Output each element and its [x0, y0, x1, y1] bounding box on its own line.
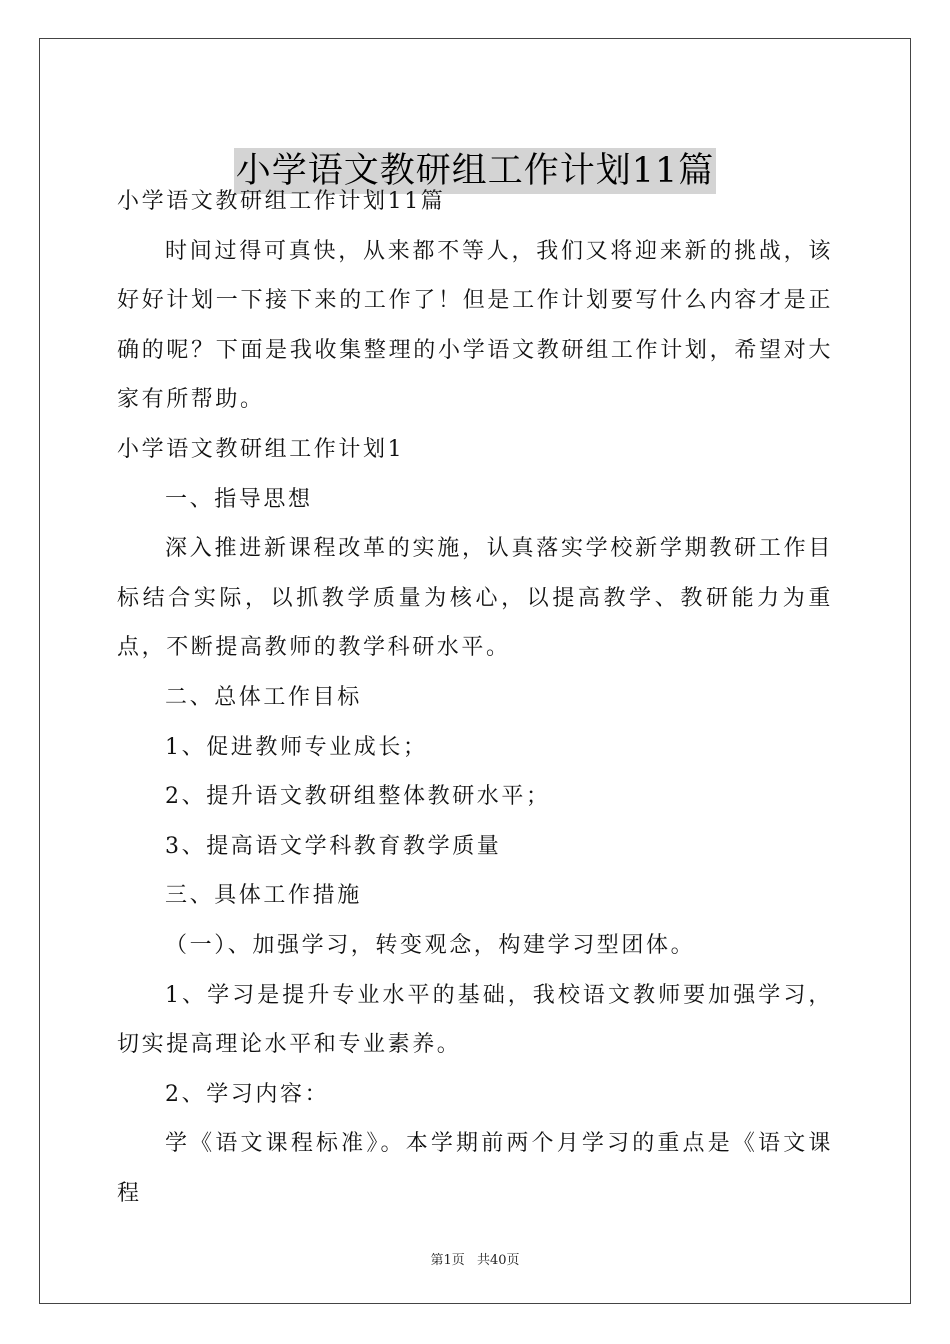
page-total: 共40页 [476, 1253, 520, 1268]
paragraph: 2、学习内容： [165, 1081, 330, 1107]
paragraph: 1、学习是提升专业水平的基础，我校语文教师要加强学习，切实提高理论水平和专业素养。 [117, 982, 833, 1058]
paragraph: 小学语文教研组工作计划1 [117, 436, 405, 462]
paragraph: 时间过得可真快，从来都不等人，我们又将迎来新的挑战，该好好计划一下接下来的工作了！但是工作计划要写什么内容才是正确的呢？下面是我收集整理的小学语文教研组工作计划，希望对大家有所帮助。 [117, 238, 833, 413]
paragraph: 1、促进教师专业成长； [165, 734, 428, 760]
document-title: 小学语文教研组工作计划11篇 [234, 148, 717, 194]
paragraph: 二、总体工作目标 [165, 684, 362, 710]
paragraph: 一、指导思想 [165, 486, 313, 512]
document-body [117, 177, 833, 1218]
paragraph: 2、提升语文教研组整体教研水平； [165, 784, 551, 810]
paragraph: 学《语文课程标准》。本学期前两个月学习的重点是《语文课程 [117, 1131, 833, 1206]
paragraph: 小学语文教研组工作计划11篇 [117, 189, 446, 214]
paragraph: 3、提高语文学科教育教学质量 [165, 833, 502, 859]
paragraph: （一）、加强学习，转变观念，构建学习型团体。 [165, 932, 696, 958]
paragraph: 深入推进新课程改革的实施，认真落实学校新学期教研工作目标结合实际，以抓教学质量为核心，以提高教学、教研能力为重点，不断提高教师的教学科研水平。 [117, 536, 833, 661]
page-number: 第1页 [430, 1253, 465, 1268]
paragraph: 三、具体工作措施 [165, 883, 362, 909]
page-footer [0, 1249, 950, 1268]
